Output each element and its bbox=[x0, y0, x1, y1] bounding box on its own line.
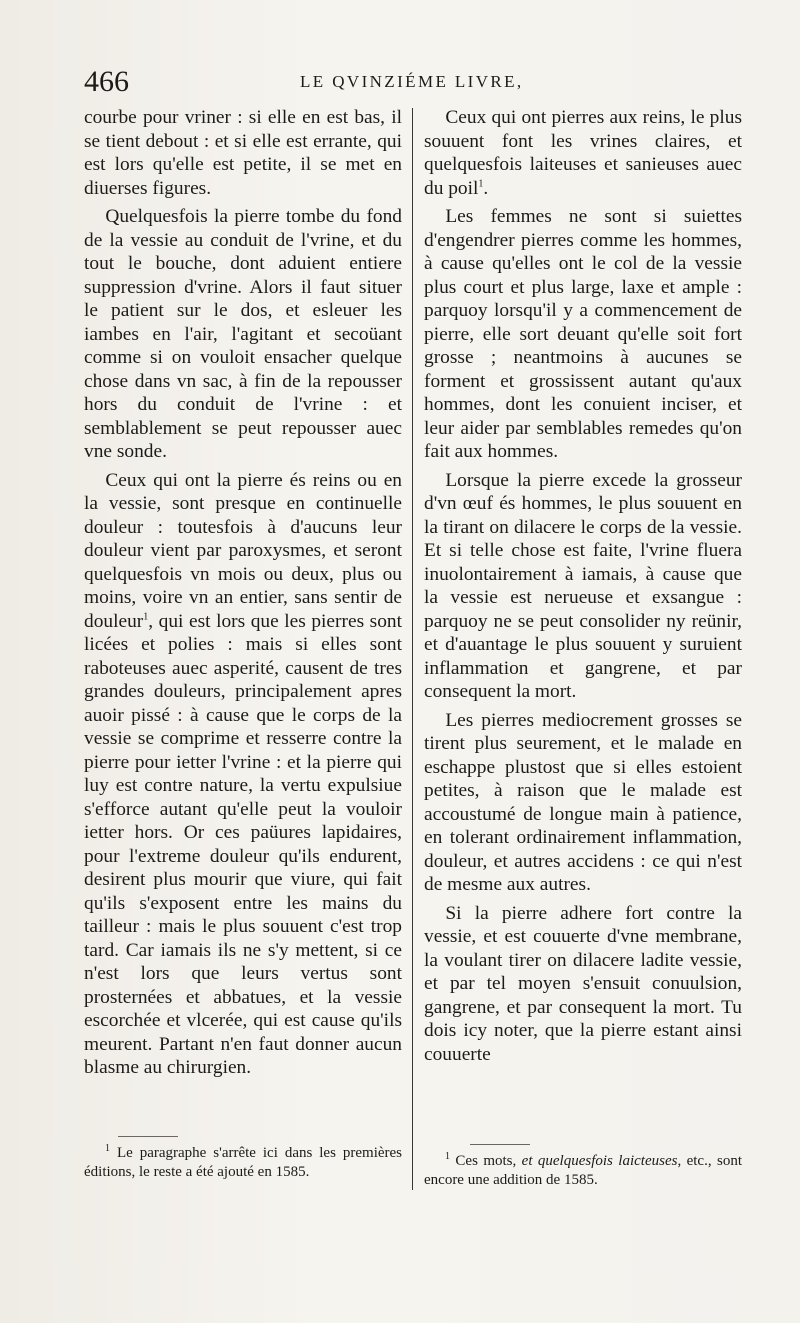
paragraph: Ceux qui ont pierres aux reins, le plus souuent font les vrines claires, et quelquesfois laiteuses et sanieuses auec du poil$^1$. bbox=[424, 107, 742, 199]
paragraph bbox=[84, 469, 402, 1080]
footnote-reference: 1 bbox=[143, 611, 149, 623]
footnote-text bbox=[424, 1152, 742, 1190]
paragraph: Les femmes ne sont si suiettes d'engendrer pierres comme les hommes, à cause qu'elles ont le col de la vessie plus court et plus large, laxe et ample : parquoy lorsqu'il y a commencement de pierre, elle sort deuant qu'elle soit fort grosse ; neantmoins à aucunes se forment et grossissent autant qu'aux hommes, dont les conuient inciser, et leur aider par semblables remedes qu'on fait aux hommes. bbox=[424, 206, 742, 462]
footnote-suffix: , etc., sont encore une addition de 1585. bbox=[424, 1153, 742, 1188]
paragraph-text: Ceux qui ont la pierre és reins ou en la vessie, sont presque en continuelle douleur : toutesfois à d'aucuns leur douleur vient par paroxysmes, et seront quelquesfois vn mois ou deux, plus ou moins, voire vn an entier, sans sentir de douleur bbox=[84, 469, 402, 632]
left-column bbox=[84, 106, 402, 1080]
footnote-rule bbox=[118, 1136, 178, 1137]
footnote-body: Le paragraphe s'arrête ici dans les premières éditions, le reste a été ajouté en 1585. bbox=[84, 1145, 403, 1180]
column-divider bbox=[412, 108, 413, 1190]
footnote-rule bbox=[470, 1144, 530, 1145]
footnote-left bbox=[84, 1144, 402, 1182]
paragraph-text: Ceux qui ont pierres aux reins, le plus souuent font les vrines claires, et quelquesfois laiteuses et sanieuses auec du poil bbox=[424, 107, 742, 199]
paragraph: Quelquesfois la pierre tombe du fond de la vessie au conduit de l'vrine, et du tout le bouche, dont aduient entiere suppression d'vrine. Alors il faut situer le patient sur le dos, et esleuer les iambes en l'air, l'agitant et secoüant comme si on vouloit ensacher quelque chose dans vn sac, à fin de la repousser hors du conduit de l'vrine : et semblablement se peut repousser auec vne sonde. bbox=[84, 206, 402, 462]
page-number: 466 bbox=[84, 65, 129, 98]
footnote-prefix: Ces mots, bbox=[455, 1153, 517, 1169]
paragraph: courbe pour vriner : si elle en est bas, il se tient debout : et si elle est errante, qui est lors qu'elle est petite, il se met en diuerses figures. bbox=[84, 107, 402, 199]
paragraph: Les pierres mediocrement grosses se tirent plus seurement, et le malade en eschappe plustost que si elles estoient petites, à raison que le malade est accoustumé de longue main à patience, en tolerant ordinairement inflammation, douleur, et autres accidens : ce qui n'est de mesme aux autres. bbox=[424, 709, 742, 895]
footnote-reference: 1 bbox=[478, 178, 484, 190]
footnote-italic: et quelquesfois laicteuses bbox=[521, 1153, 678, 1169]
page-header bbox=[84, 64, 740, 100]
right-column bbox=[424, 106, 742, 1066]
footnote-text bbox=[84, 1144, 402, 1182]
footnote-marker: 1 bbox=[445, 1151, 450, 1162]
running-title: LE QVINZIÉME LIVRE, bbox=[300, 72, 524, 91]
footnote-right bbox=[424, 1152, 742, 1190]
paragraph-text: , qui est lors que les pierres sont licées et polies : mais si elles sont raboteuses auec asperité, causent de tres grandes douleurs, principalement apres auoir pissé : à cause que le corps de la vessie se comprime et resserre contre la pierre pour ietter l'vrine : et la pierre qui luy est contre nature, la vertu expulsiue s'efforce autant qu'elle peut la vouloir ietter hors. Or ces paüures lapidaires, pour l'extreme douleur qu'ils endurent, desirent plus mourir que viure, qui fait qu'ils s'exposent entre les mains du tailleur : mais le plus souuent c'est trop tard. Car iamais ils ne s'y mettent, si ce n'est lors que leurs vertus sont prosternées et abbatues, et la vessie escorchée et vlcerée, qui est cause qu'ils meurent. Partant n'en faut donner aucun blasme au chirurgien. bbox=[84, 610, 402, 1078]
footnote-marker: 1 bbox=[105, 1143, 110, 1154]
paragraph: Si la pierre adhere fort contre la vessie, et est couuerte d'vne membrane, la voulant tirer on dilacere ladite vessie, et par tel moyen s'ensuit conuulsion, gangrene, et par consequent la mort. Tu dois icy noter, que la pierre estant ainsi couuerte bbox=[424, 902, 742, 1065]
paragraph: Lorsque la pierre excede la grosseur d'vn œuf és hommes, le plus souuent en la tirant on dilacere le corps de la vessie. Et si telle chose est faite, l'vrine fluera inuolontairement à iamais, à cause que la vessie est nerueuse et exsangue : parquoy ne se peut consolider ny reünir, et d'auantage le plus souuent y suruient inflammation et gangrene, et par consequent la mort. bbox=[424, 469, 742, 702]
